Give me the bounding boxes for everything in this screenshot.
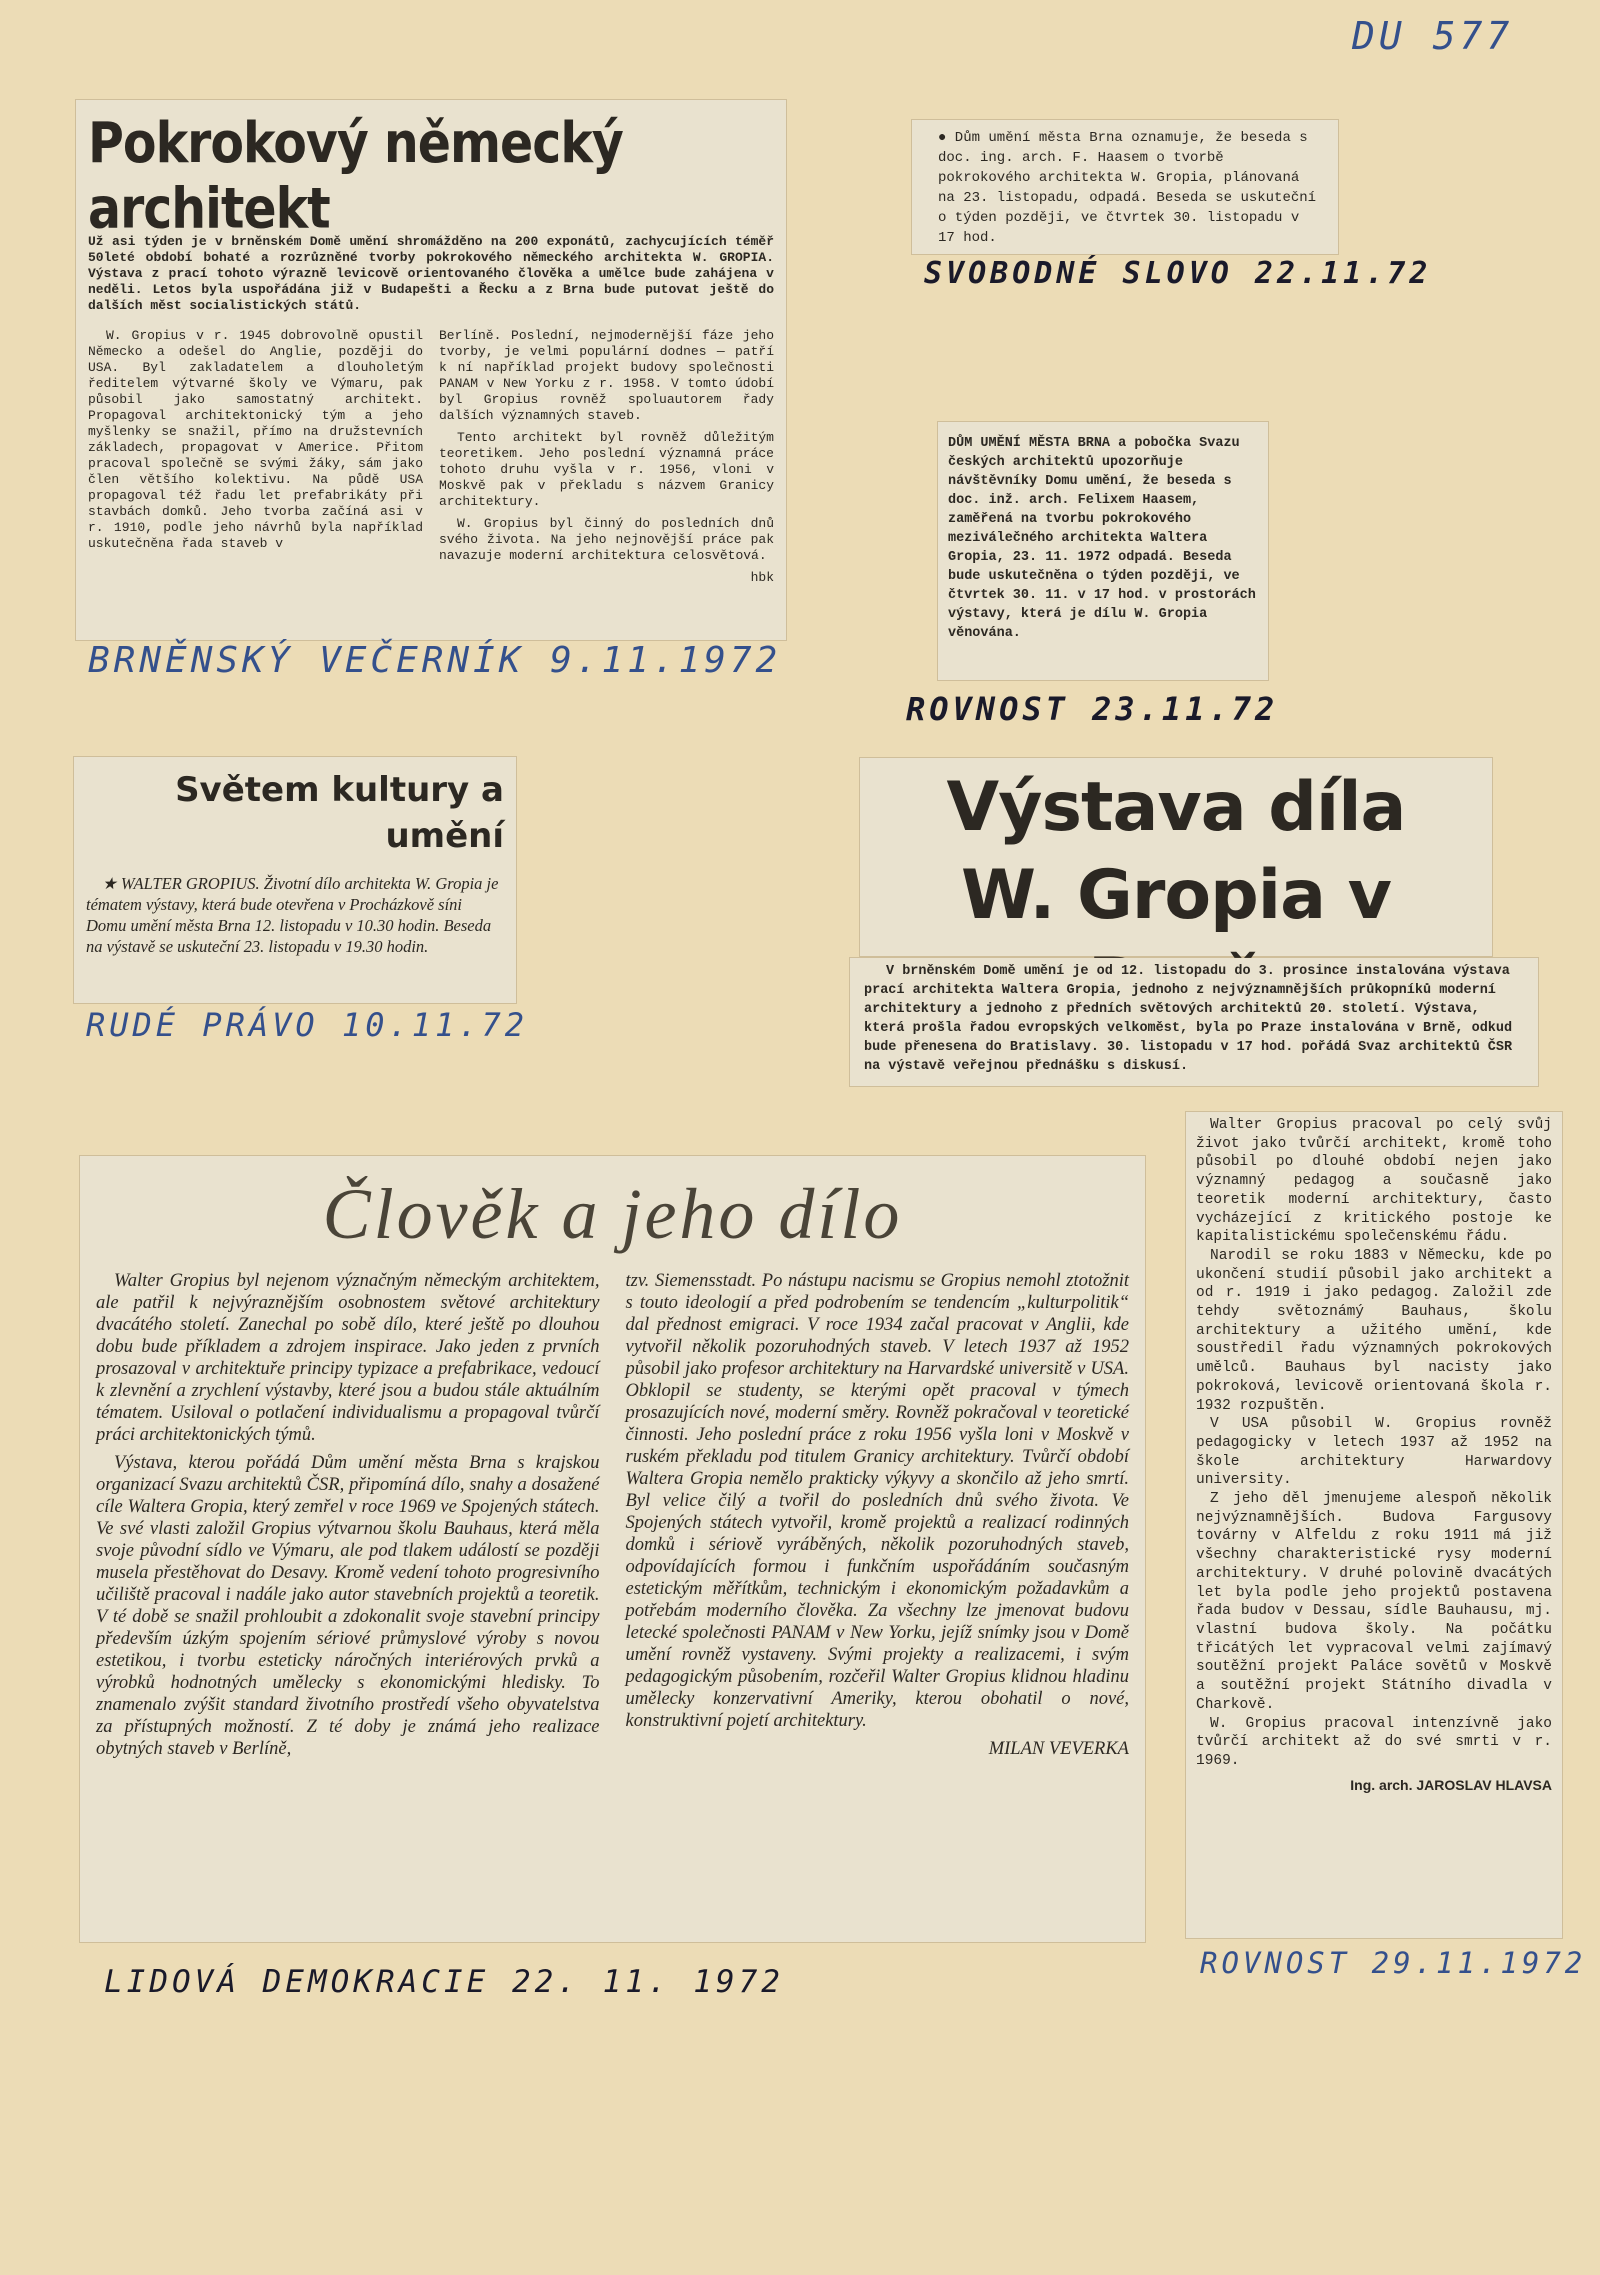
- source-note: ROVNOST 23.11.72: [906, 690, 1279, 728]
- clipping-kultura-note: [74, 757, 516, 1003]
- note-text: ● Dům umění města Brna oznamuje, že beseda s doc. ing. arch. F. Haasem o tvorbě pokrokového architekta W. Gropia, plánovaná na 23. listopadu, odpadá. Beseda se uskuteční o týden později, ve čtvrtek 30. listopadu v 17 hod.: [938, 130, 1317, 246]
- headline-line-1: Výstava díla: [946, 768, 1406, 847]
- source-note: ROVNOST 29.11.1972: [1200, 1946, 1587, 1980]
- article-signature: Ing. arch. JAROSLAV HLAVSA: [1350, 1776, 1552, 1793]
- article-paragraph: Walter Gropius pracoval po celý svůj život jako tvůrčí architekt, kromě toho působil po dlouhé období nejen jako významný pedagog a současně jako teoretik moderní architektury, často vycházející z kritického postoje ke kapitalistickému společenskému řádu.: [1196, 1117, 1552, 1246]
- source-note: RUDÉ PRÁVO 10.11.72: [86, 1006, 529, 1044]
- clipping-clovek-article: [80, 1156, 1145, 1942]
- article-lead: Už asi týden je v brněnském Domě umění shromážděno na 200 exponátů, zachycujících téměř 50leté období bohaté a rozrůzněné tvorby pokrokového německého architekta W. GROPIA. Výstava z prací tohoto výrazně levicově orientovaného člověka a umělce bude zahájena v neděli. Letos byla uspořádána již v Budapešti a Řecku a z Brna bude putovat ještě do dalších měst socialistických států.: [88, 234, 774, 313]
- article-paragraph: Z jeho děl jmenujeme alespoň několik nejvýznamnějších. Budova Fargusovy továrny v Alfeldu z roku 1911 má již všechny charakteristické rysy moderní architektury. V druhé polovině dvacátých let byla podle jeho projektů postavena řada budov v Dessau, sídle Bauhausu, mj. vlastní budova školy. Na počátku třicátých let vypracoval velmi zajímavý soutěžní projekt Paláce sovětů v Moskvě a soutěžní projekt Státního divadla v Charkově.: [1196, 1491, 1552, 1713]
- article-paragraph: W. Gropius pracoval intenzívně jako tvůrčí architekt až do své smrti v r. 1969.: [1196, 1715, 1552, 1769]
- article-column-2-paragraph: W. Gropius byl činný do posledních dnů svého života. Na jeho nejnovější práce pak navazuje moderní architektura celosvětová.: [439, 516, 774, 563]
- note-text: DŮM UMĚNÍ MĚSTA BRNA a pobočka Svazu českých architektů upozorňuje návštěvníky Domu umění, že beseda s doc. inž. arch. Felixem Haasem, zaměřená na tvorbu pokrokového meziválečného architekta Waltera Gropia, 23. 11. 1972 odpadá. Beseda bude uskutečněna o týden později, ve čtvrtek 30. 11. v 17 hod. v prostorách výstavy, která je dílu W. Gropia věnována.: [948, 436, 1256, 641]
- clipping-dum-umeni-note: [912, 120, 1338, 254]
- headline-line-2: W. Gropia v: [961, 856, 1391, 935]
- article-signature: MILAN VEVERKA: [988, 1739, 1129, 1759]
- source-note: LIDOVÁ DEMOKRACIE 22. 11. 1972: [104, 1964, 784, 2000]
- clipping-rovnost-article: [1186, 1112, 1562, 1938]
- article-title: Člověk a jeho dílo: [322, 1174, 903, 1254]
- clipping-rovnost-note: [938, 422, 1268, 680]
- note-heading: Světem kultury a umění: [175, 770, 504, 856]
- clipping-gropius-article: [76, 100, 786, 640]
- article-column-2-paragraph: Tento architekt byl rovněž důležitým teoretikem. Jeho poslední významná práce tohoto druhu vyšla v r. 1956, vloni v Moskvě pak v překladu s názvem Granicy architektury.: [439, 430, 774, 509]
- article-column-2: Berlíně. Poslední, nejmodernější fáze jeho tvorby, je velmi populární dodnes — patří k ní například projekt budovy společnosti PANAM v New Yorku z r. 1958. V tomto údobí byl Gropius rovněž spoluautorem řady dalších významných staveb.: [439, 328, 774, 423]
- article-paragraph: tzv. Siemensstadt. Po nástupu nacismu se Gropius nemohl ztotožnit s touto ideologií a před podrobením se tendencím „kulturpolitik“ dal přednost emigraci. V roce 1934 začal pracovat v Anglii, kde vytvořil několik pozoruhodných staveb. V letech 1937 až 1952 působil jako profesor architektury na Harvardské universitě v USA. Obklopil se studenty, se kterými opět pracoval v týmech prosazujících nové, moderní směry. Rovněž pokračoval v teoretické činnosti. Jeho poslední práce z roku 1956 vyšla loni v Moskvě v ruském překladu pod titulem Granicy architektury. Tvůrčí období Waltera Gropia nemělo prakticky výkyvy a skončilo až jeho smrtí. Byl velice čilý a tvořil do posledních dnů svého života. Ve Spojených státech vytvořil, kromě projektů a realizací rodinných domků i sériově vyráběných, několik pozoruhodných staveb, odpovídajících formou i funkčním uspořádáním současným estetickým měřítkům, technickým i ekonomickým požadavkům a potřebám moderního člověka. Za všechny lze jmenovat budovu letecké společnosti PANAM v New Yorku, jejíž snímky jsou v Domě umění rovněž vystaveny. Svými projekty a realizacemi, i svým pedagogickým působením, rozčeřil Walter Gropius klidnou hladinu umělecky konzervativní Ameriky, kterou obohatil o nové, konstruktivní pojetí architektury.: [625, 1271, 1129, 1731]
- article-title: Pokrokový německý architekt: [88, 110, 623, 242]
- article-paragraph: Výstava, kterou pořádá Dům umění města Brna s krajskou organizací Svazu architektů ČSR, připomíná dílo, snahy a dosažené cíle Waltera Gropia, který zemřel v roce 1969 ve Spojených státech. Ve své vlasti založil Gropius výtvarnou školu Bauhaus, která měla svoje původní sídlo ve Výmaru, ale pod tlakem událostí se později musela přestěhovat do Desavy. Kromě vedení tohoto progresivního učiliště pracoval i nadále jako autor stavebních projektů a teoretik. V té době se snažil prohloubit a zdokonalit svoje stavební principy především úzkým spojením sériové průmyslové výroby s novou estetikou, i tvorbu esteticky náročných interiérových prvků a výrobků hodnotných umělecky s ekonomickými hledisky. To znamenalo zvýšit standard životního prostředí všeho obyvatelstva za přístupných možností. Z té doby je známá jeho realizace obytných staveb v Berlíně,: [96, 1453, 600, 1759]
- archive-mark: DU 577: [1352, 14, 1514, 58]
- article-paragraph: Narodil se roku 1883 v Německu, kde po ukončení studií působil jako architekt a od r. 1919 i jako pedagog. Založil zde tehdy světoznámý Bauhaus, školu architektury a užitého umění, kde soustředil řadu významných pokrokových umělců. Bauhaus byl nacisty jako pokroková, levicově orientovaná škola r. 1932 rozpuštěn.: [1196, 1247, 1552, 1414]
- note-text: V brněnském Domě umění je od 12. listopadu do 3. prosince instalována výstava prací architekta Waltera Gropia, jednoho z nejvýznamnějších průkopníků moderní architektury a jednoho z předních světových architektů 20. století. Výstava, která prošla řadou evropských velkoměst, byla po Praze instalována v Brně, odkud bude přenesena do Bratislavy. 30. listopadu v 17 hod. pořádá Svaz architektů ČSR na výstavě veřejnou přednášku s diskusí.: [864, 964, 1513, 1074]
- article-paragraph: V USA působil W. Gropius rovněž pedagogicky v letech 1937 až 1952 na škole architektury Harwardovy university.: [1196, 1416, 1552, 1489]
- note-text: ★ WALTER GROPIUS. Životní dílo architekta W. Gropia je tématem výstavy, která bude otevřena v Procházkově síni Domu umění města Brna 12. listopadu v 10.30 hodin. Beseda na výstavě se uskuteční 23. listopadu v 19.30 hodin.: [86, 874, 499, 956]
- clipping-vystava-note: [850, 958, 1538, 1086]
- article-paragraph: Walter Gropius byl nejenom význačným německým architektem, ale patřil k nejvýraznějším osobnostem světové architektury dvacátého století. Zanechal po sobě dílo, které ještě po dlouhou dobu bude příkladem a zdrojem inspirace. Jako jeden z prvních prosazoval v architektuře principy typizace a prefabrikace, vedoucí k zlevnění a zrychlení výstavby, které jsou a budou stále aktuálním tématem. Usiloval o potlačení individualismu a propagoval tvůrčí práci architektonických týmů.: [96, 1271, 600, 1445]
- source-note: SVOBODNÉ SLOVO 22.11.72: [924, 256, 1432, 291]
- article-signature: hbk: [750, 570, 774, 585]
- clipping-vystava-title: [860, 758, 1492, 956]
- source-note: BRNĚNSKÝ VEČERNÍK 9.11.1972: [88, 640, 782, 681]
- article-column-1: W. Gropius v r. 1945 dobrovolně opustil Německo a odešel do Anglie, později do USA. Byl zakladatelem a dlouholetým ředitelem výtvarné školy ve Výmaru, pak působil jako samostatný architekt. Propagoval architektonický tým a jeho myšlenky se snažil, přímo na družstevních základech, propagovat v Americe. Přitom pracoval společně se svými žáky, sám jako člen většího kolektivu. Na půdě USA propagoval též řadu let prefabrikáty při stavbách domků. Jeho tvorba začíná asi v r. 1910, podle jeho návrhů byla například uskutečněna řada staveb v: [88, 328, 423, 551]
